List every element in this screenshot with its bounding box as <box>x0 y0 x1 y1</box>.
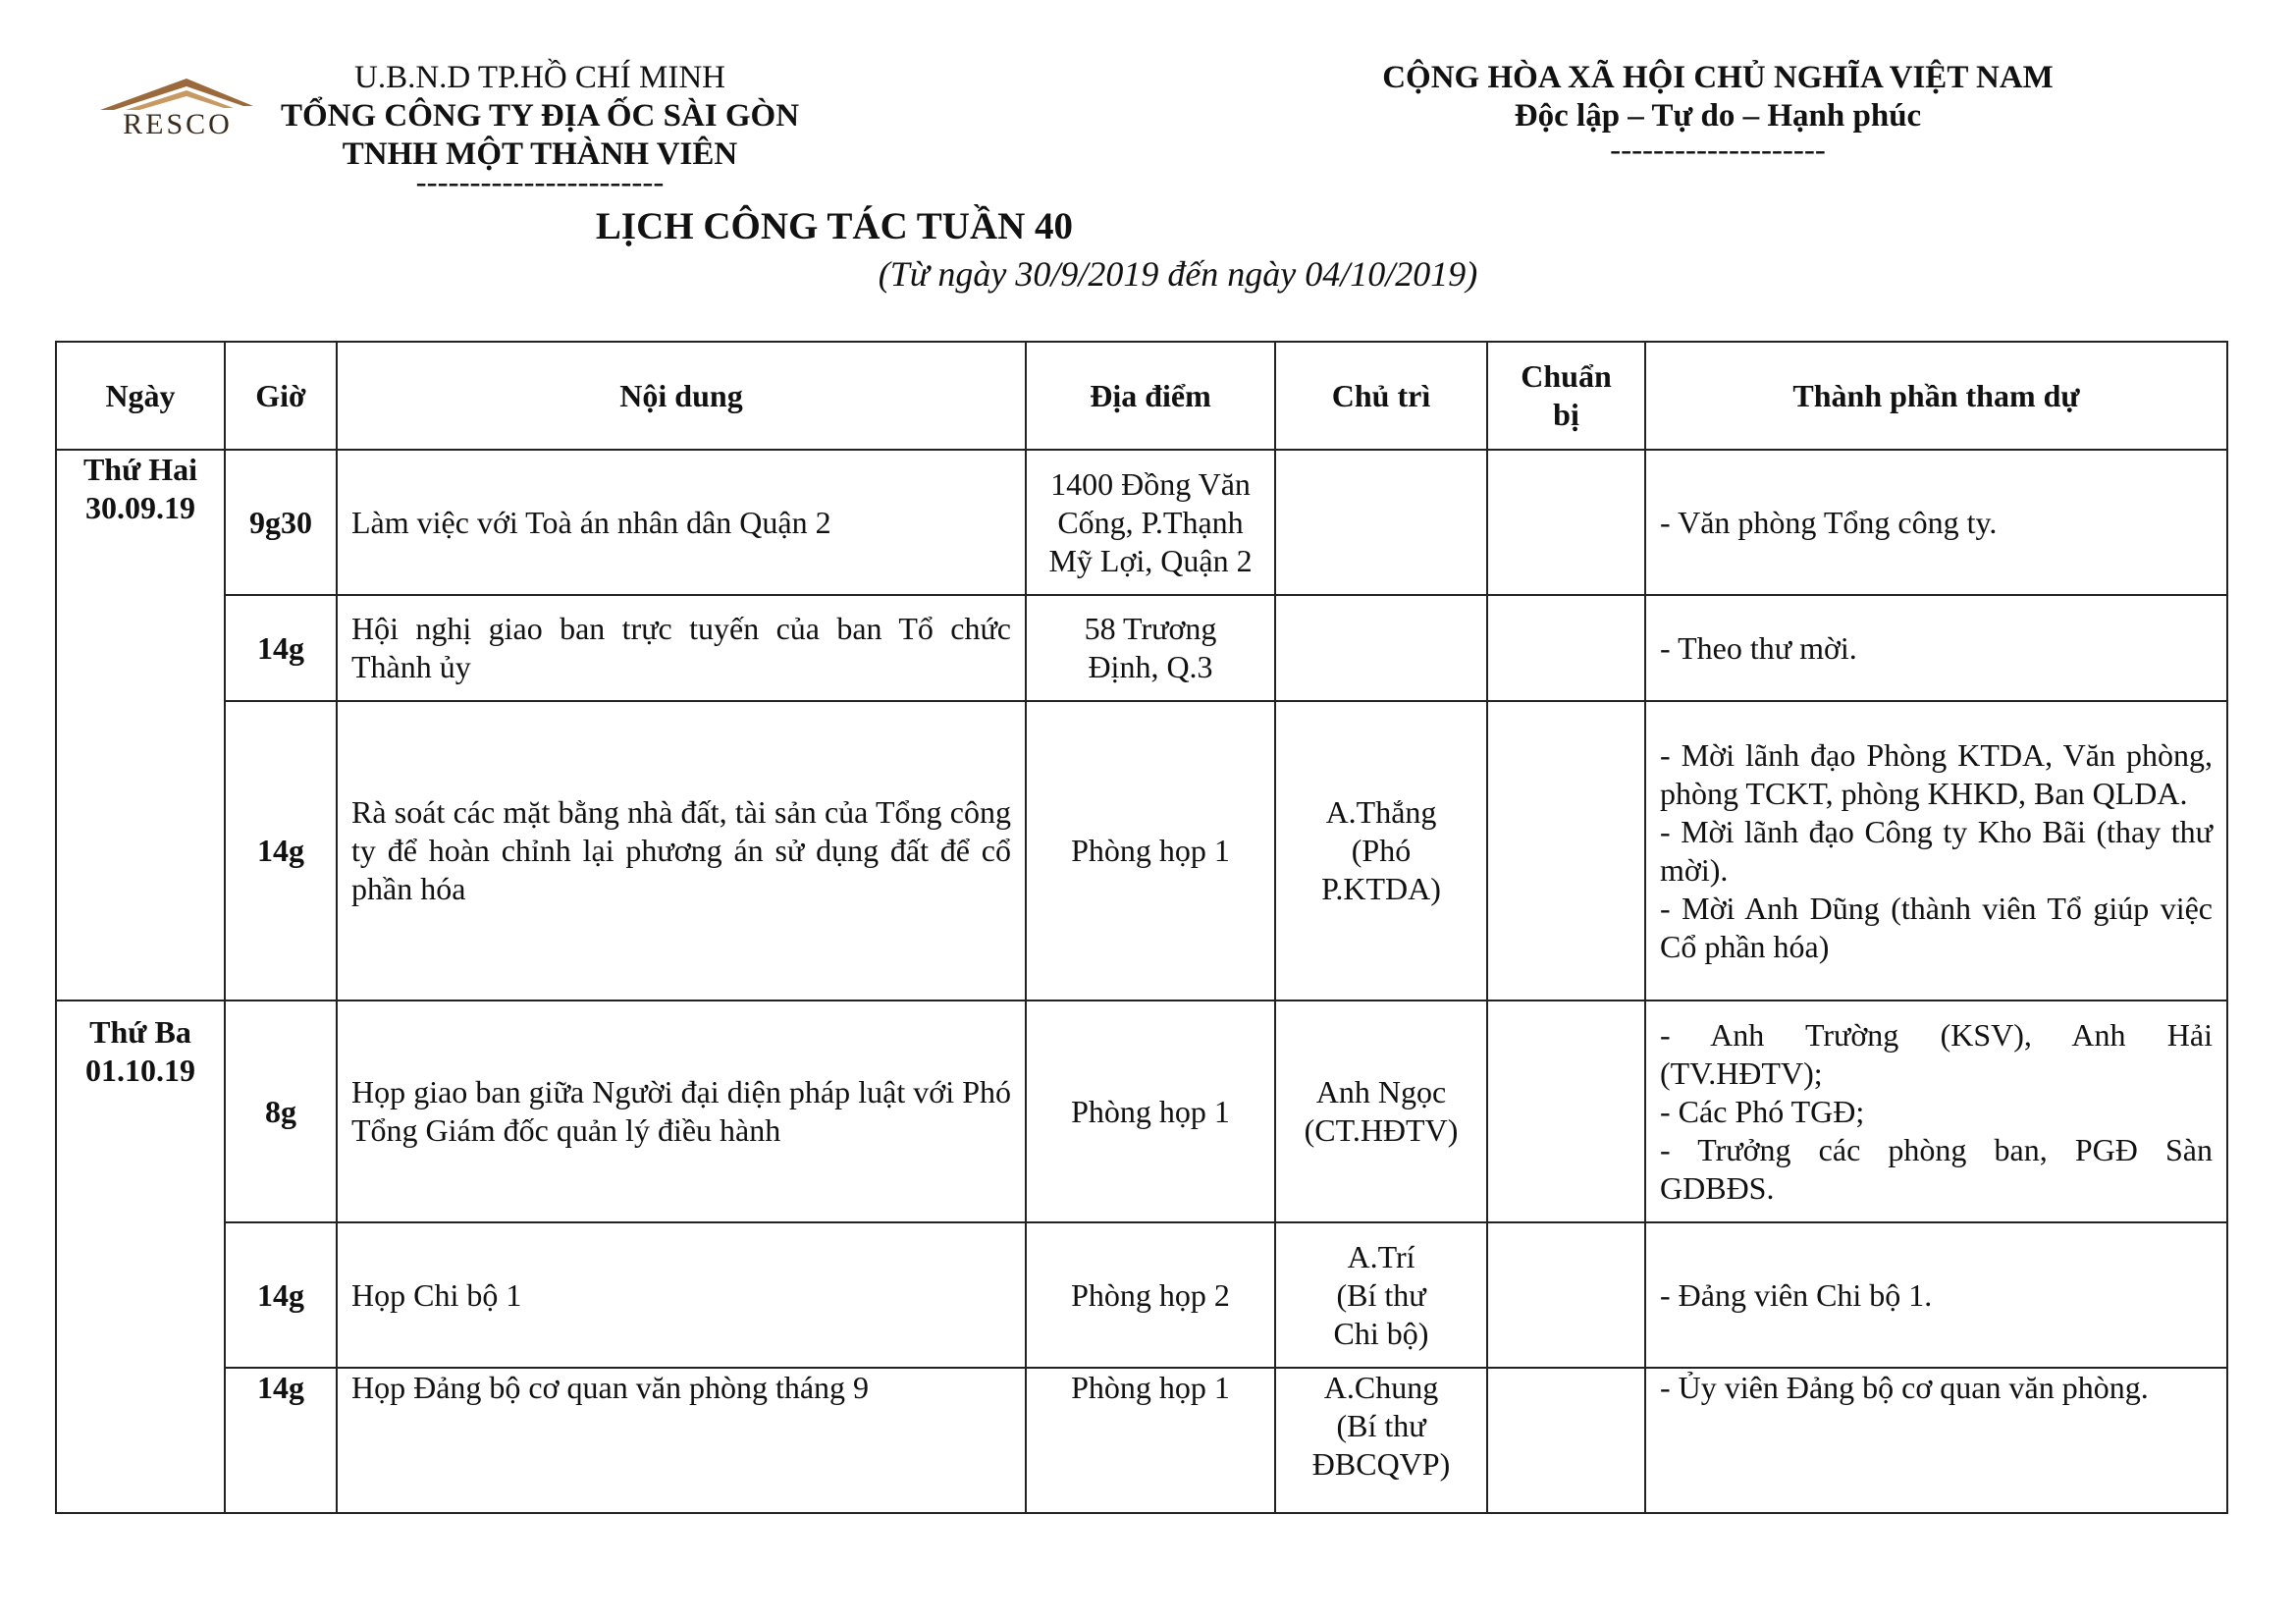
attend-cell <box>1645 450 2227 595</box>
place-line: Phòng họp 2 <box>1071 1276 1230 1313</box>
day-name: Thứ Hai <box>82 452 198 487</box>
attend-line: - Các Phó TGĐ; <box>1660 1093 1865 1129</box>
prep-cell <box>1487 1368 1645 1513</box>
host-line: (CT.HĐTV) <box>1304 1112 1459 1148</box>
prep-cell <box>1487 1222 1645 1368</box>
org-divider: ----------------------- <box>415 165 665 200</box>
content-cell: Họp giao ban giữa Người đại diện pháp luật với Phó Tổng Giám đốc quản lý điều hành <box>337 1001 1026 1222</box>
prep-cell <box>1487 450 1645 595</box>
place-line: Định, Q.3 <box>1088 649 1213 684</box>
attend-line: - Văn phòng Tổng công ty. <box>1660 504 1998 540</box>
host-line: Chi bộ) <box>1333 1315 1429 1351</box>
place-cell <box>1026 1222 1275 1368</box>
col-header-attend: Thành phần tham dự <box>1645 342 2227 450</box>
table-row <box>56 1222 2227 1368</box>
attend-line: - Mời lãnh đạo Công ty Kho Bãi (thay thư mời). <box>1660 813 2213 888</box>
attend-line: - Mời lãnh đạo Phòng KTDA, Văn phòng, phòng TCKT, phòng KHKD, Ban QLDA. <box>1660 736 2213 811</box>
host-line: (Bí thư <box>1336 1276 1426 1313</box>
col-header-content: Nội dung <box>337 342 1026 450</box>
day-cell-tuesday <box>56 1001 225 1513</box>
document-title: LỊCH CÔNG TÁC TUẦN 40 <box>595 205 1074 247</box>
national-header <box>1306 59 2130 168</box>
content-cell: Họp Chi bộ 1 <box>337 1222 1026 1368</box>
table-row <box>56 450 2227 595</box>
host-line: (Bí thư <box>1336 1408 1426 1443</box>
host-cell <box>1275 701 1487 1001</box>
prep-cell <box>1487 595 1645 701</box>
col-header-prep-line2: bị <box>1553 397 1579 432</box>
table-row <box>56 701 2227 1001</box>
place-cell <box>1026 701 1275 1001</box>
place-line: Phòng họp 1 <box>1071 1093 1230 1129</box>
host-line: ĐBCQVP) <box>1311 1446 1451 1482</box>
time-cell: 14g <box>225 1368 337 1513</box>
host-cell <box>1275 450 1487 595</box>
day-date: 01.10.19 <box>85 1053 195 1088</box>
host-cell <box>1275 1222 1487 1368</box>
org-line-2: TỔNG CÔNG TY ĐỊA ỐC SÀI GÒN <box>280 98 800 134</box>
time-cell: 14g <box>225 701 337 1001</box>
time-cell: 14g <box>225 595 337 701</box>
host-line: P.KTDA) <box>1321 871 1441 906</box>
attend-cell <box>1645 1222 2227 1368</box>
logo-text: RESCO <box>123 108 233 140</box>
content-cell: Rà soát các mặt bằng nhà đất, tài sản của Tổng công ty để hoàn chỉnh lại phương án sử dụng đất để cổ phần hóa <box>337 701 1026 1001</box>
prep-cell <box>1487 1001 1645 1222</box>
place-cell <box>1026 595 1275 701</box>
day-name: Thứ Ba <box>89 1014 191 1050</box>
day-cell-monday <box>56 450 225 1001</box>
attend-cell <box>1645 701 2227 1001</box>
organization-header <box>250 59 829 200</box>
col-header-prep-line1: Chuẩn <box>1521 358 1612 394</box>
attend-line: - Đảng viên Chi bộ 1. <box>1660 1276 1933 1313</box>
place-line: Cống, P.Thạnh <box>1057 504 1244 540</box>
place-line: 1400 Đồng Văn <box>1050 465 1251 502</box>
host-line: A.Chung <box>1323 1370 1439 1405</box>
content-cell: Họp Đảng bộ cơ quan văn phòng tháng 9 <box>337 1368 1026 1513</box>
prep-cell <box>1487 701 1645 1001</box>
host-line: Anh Ngọc <box>1315 1074 1447 1109</box>
org-line-1: U.B.N.D TP.HỒ CHÍ MINH <box>353 60 725 95</box>
nation-line-1: CỘNG HÒA XÃ HỘI CHỦ NGHĨA VIỆT NAM <box>1382 60 2054 95</box>
col-header-prep <box>1487 342 1645 450</box>
place-line: 58 Trương <box>1084 611 1217 646</box>
attend-line: - Theo thư mời. <box>1660 629 1857 666</box>
document-subtitle: (Từ ngày 30/9/2019 đến ngày 04/10/2019) <box>878 254 1478 294</box>
attend-line: - Trưởng các phòng ban, PGĐ Sàn GDBĐS. <box>1660 1131 2213 1206</box>
host-line: (Phó <box>1351 833 1412 868</box>
attend-line: - Anh Trường (KSV), Anh Hải (TV.HĐTV); <box>1660 1016 2213 1091</box>
time-cell: 8g <box>225 1001 337 1222</box>
place-cell <box>1026 1368 1275 1513</box>
nation-divider: -------------------- <box>1610 133 1826 168</box>
attend-line: - Ủy viên Đảng bộ cơ quan văn phòng. <box>1660 1370 2149 1405</box>
place-cell <box>1026 450 1275 595</box>
attend-cell <box>1645 595 2227 701</box>
attend-cell <box>1645 1001 2227 1222</box>
schedule-table <box>55 341 2228 1514</box>
place-line: Mỹ Lợi, Quận 2 <box>1048 542 1253 578</box>
col-header-host: Chủ trì <box>1275 342 1487 450</box>
place-line: Phòng họp 1 <box>1071 1370 1230 1405</box>
company-logo <box>96 77 255 140</box>
table-header-row <box>56 342 2227 450</box>
attend-line: - Mời Anh Dũng (thành viên Tổ giúp việc Cổ phần hóa) <box>1660 890 2213 964</box>
attend-cell <box>1645 1368 2227 1513</box>
table-row <box>56 1001 2227 1222</box>
content-cell: Hội nghị giao ban trực tuyến của ban Tổ chức Thành ủy <box>337 595 1026 701</box>
content-cell: Làm việc với Toà án nhân dân Quận 2 <box>337 450 1026 595</box>
host-line: A.Trí <box>1347 1238 1415 1274</box>
col-header-day: Ngày <box>56 342 225 450</box>
time-cell: 9g30 <box>225 450 337 595</box>
day-date: 30.09.19 <box>85 490 195 525</box>
host-line: A.Thắng <box>1325 794 1437 830</box>
nation-motto: Độc lập – Tự do – Hạnh phúc <box>1514 98 1922 134</box>
host-cell <box>1275 1001 1487 1222</box>
table-row <box>56 595 2227 701</box>
time-cell: 14g <box>225 1222 337 1368</box>
org-line-3: TNHH MỘT THÀNH VIÊN <box>342 136 738 172</box>
table-row <box>56 1368 2227 1513</box>
col-header-place: Địa điểm <box>1026 342 1275 450</box>
host-cell <box>1275 595 1487 701</box>
place-cell <box>1026 1001 1275 1222</box>
host-cell <box>1275 1368 1487 1513</box>
col-header-time: Giờ <box>225 342 337 450</box>
place-line: Phòng họp 1 <box>1071 833 1230 868</box>
